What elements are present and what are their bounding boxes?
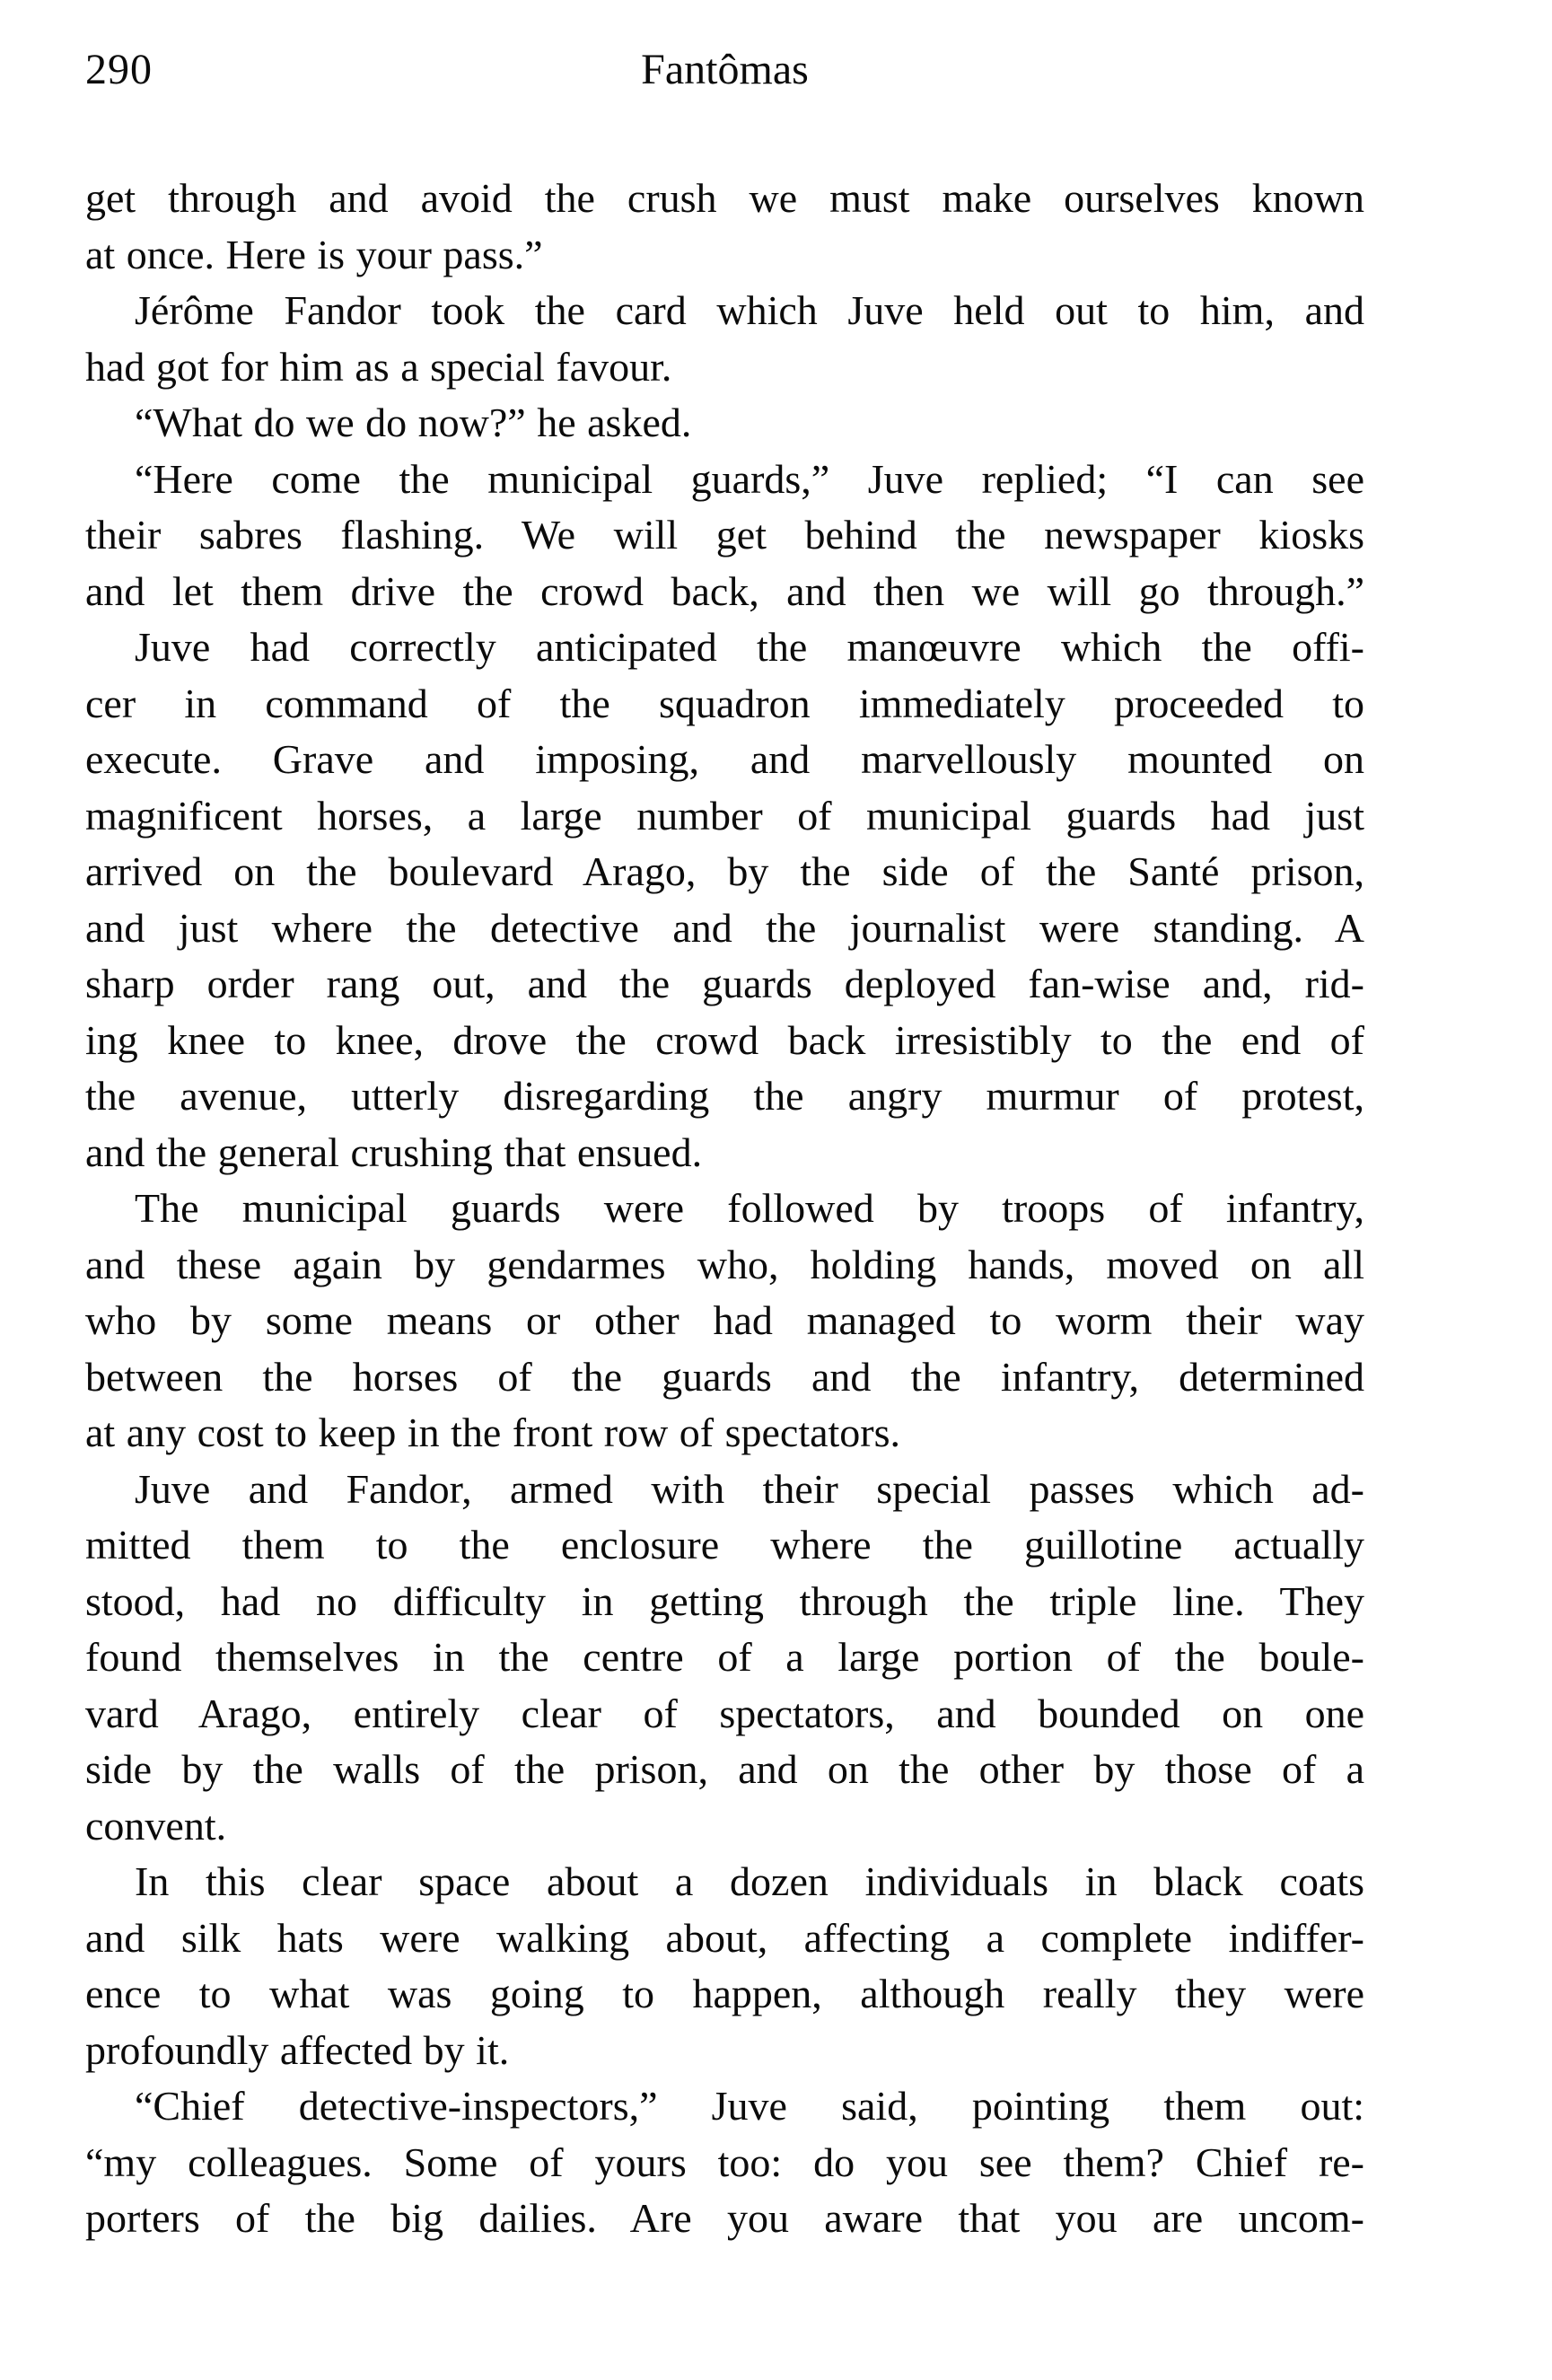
text-line: and the general crushing that ensued. <box>85 1129 703 1175</box>
text-line: between the horses of the guards and the infantry, determined <box>85 1353 1364 1400</box>
text-line: execute. Grave and imposing, and marvellously mounted on <box>85 736 1364 782</box>
text-line: the avenue, utterly disregarding the angry murmur of protest, <box>85 1073 1364 1119</box>
text-line: at any cost to keep in the front row of spectators. <box>85 1410 901 1455</box>
text-line: sharp order rang out, and the guards deployed fan-wise and, rid- <box>85 961 1364 1006</box>
text-line: vard Arago, entirely clear of spectators, and bounded on one <box>85 1690 1364 1736</box>
text-line: mitted them to the enclosure where the guillotine actually <box>85 1522 1364 1568</box>
text-line: In this clear space about a dozen individuals in black coats <box>135 1858 1364 1904</box>
text-line: convent. <box>85 1802 227 1849</box>
text-line: ing knee to knee, drove the crowd back irresistibly to the end of <box>85 1016 1364 1063</box>
text-line: “What do we do now?” he asked. <box>135 400 692 445</box>
text-line: stood, had no difficulty in getting through the triple line. They <box>85 1577 1364 1624</box>
text-line: “Chief detective-inspectors,” Juve said, pointing them out: <box>135 2083 1364 2129</box>
text-line: who by some means or other had managed to worm their way <box>85 1297 1364 1343</box>
text-line: Jérôme Fandor took the card which Juve held out to him, and <box>135 287 1364 333</box>
page-number: 290 <box>85 46 153 93</box>
text-line: The municipal guards were followed by troops of infantry, <box>135 1185 1364 1231</box>
text-line: side by the walls of the prison, and on the other by those of a <box>85 1746 1364 1792</box>
text-line: and just where the detective and the journalist were standing. A <box>85 904 1364 951</box>
text-line: magnificent horses, a large number of municipal guards had just <box>85 792 1364 839</box>
text-line: cer in command of the squadron immediately proceeded to <box>85 680 1364 726</box>
text-line: porters of the big dailies. Are you aware that you are uncom- <box>85 2195 1364 2241</box>
text-line: and these again by gendarmes who, holding hands, moved on all <box>85 1241 1364 1287</box>
text-line: “Here come the municipal guards,” Juve replied; “I can see <box>135 455 1364 502</box>
text-line: had got for him as a special favour. <box>85 343 672 390</box>
text-line: found themselves in the centre of a large portion of the boule- <box>85 1634 1364 1680</box>
text-line: “my colleagues. Some of yours too: do you see them? Chief re- <box>85 2138 1364 2185</box>
text-line: profoundly affected by it. <box>85 2026 510 2073</box>
page-header <box>85 41 1364 98</box>
text-line: get through and avoid the crush we must make ourselves known <box>85 175 1364 221</box>
running-title: Fantômas <box>641 46 809 93</box>
text-line: arrived on the boulevard Arago, by the side of the Santé prison, <box>85 848 1364 894</box>
text-line: Juve and Fandor, armed with their special passes which ad- <box>135 1465 1364 1512</box>
text-line: Juve had correctly anticipated the manœuvre which the offi- <box>135 624 1364 670</box>
text-line: and silk hats were walking about, affecting a complete indiffer- <box>85 1914 1364 1961</box>
body-text <box>85 171 1364 2247</box>
text-line: their sabres flashing. We will get behind the newspaper kiosks <box>85 512 1364 558</box>
text-line: ence to what was going to happen, although really they were <box>85 1971 1364 2016</box>
text-line: and let them drive the crowd back, and then we will go through.” <box>85 567 1364 614</box>
text-line: at once. Here is your pass.” <box>85 231 543 277</box>
